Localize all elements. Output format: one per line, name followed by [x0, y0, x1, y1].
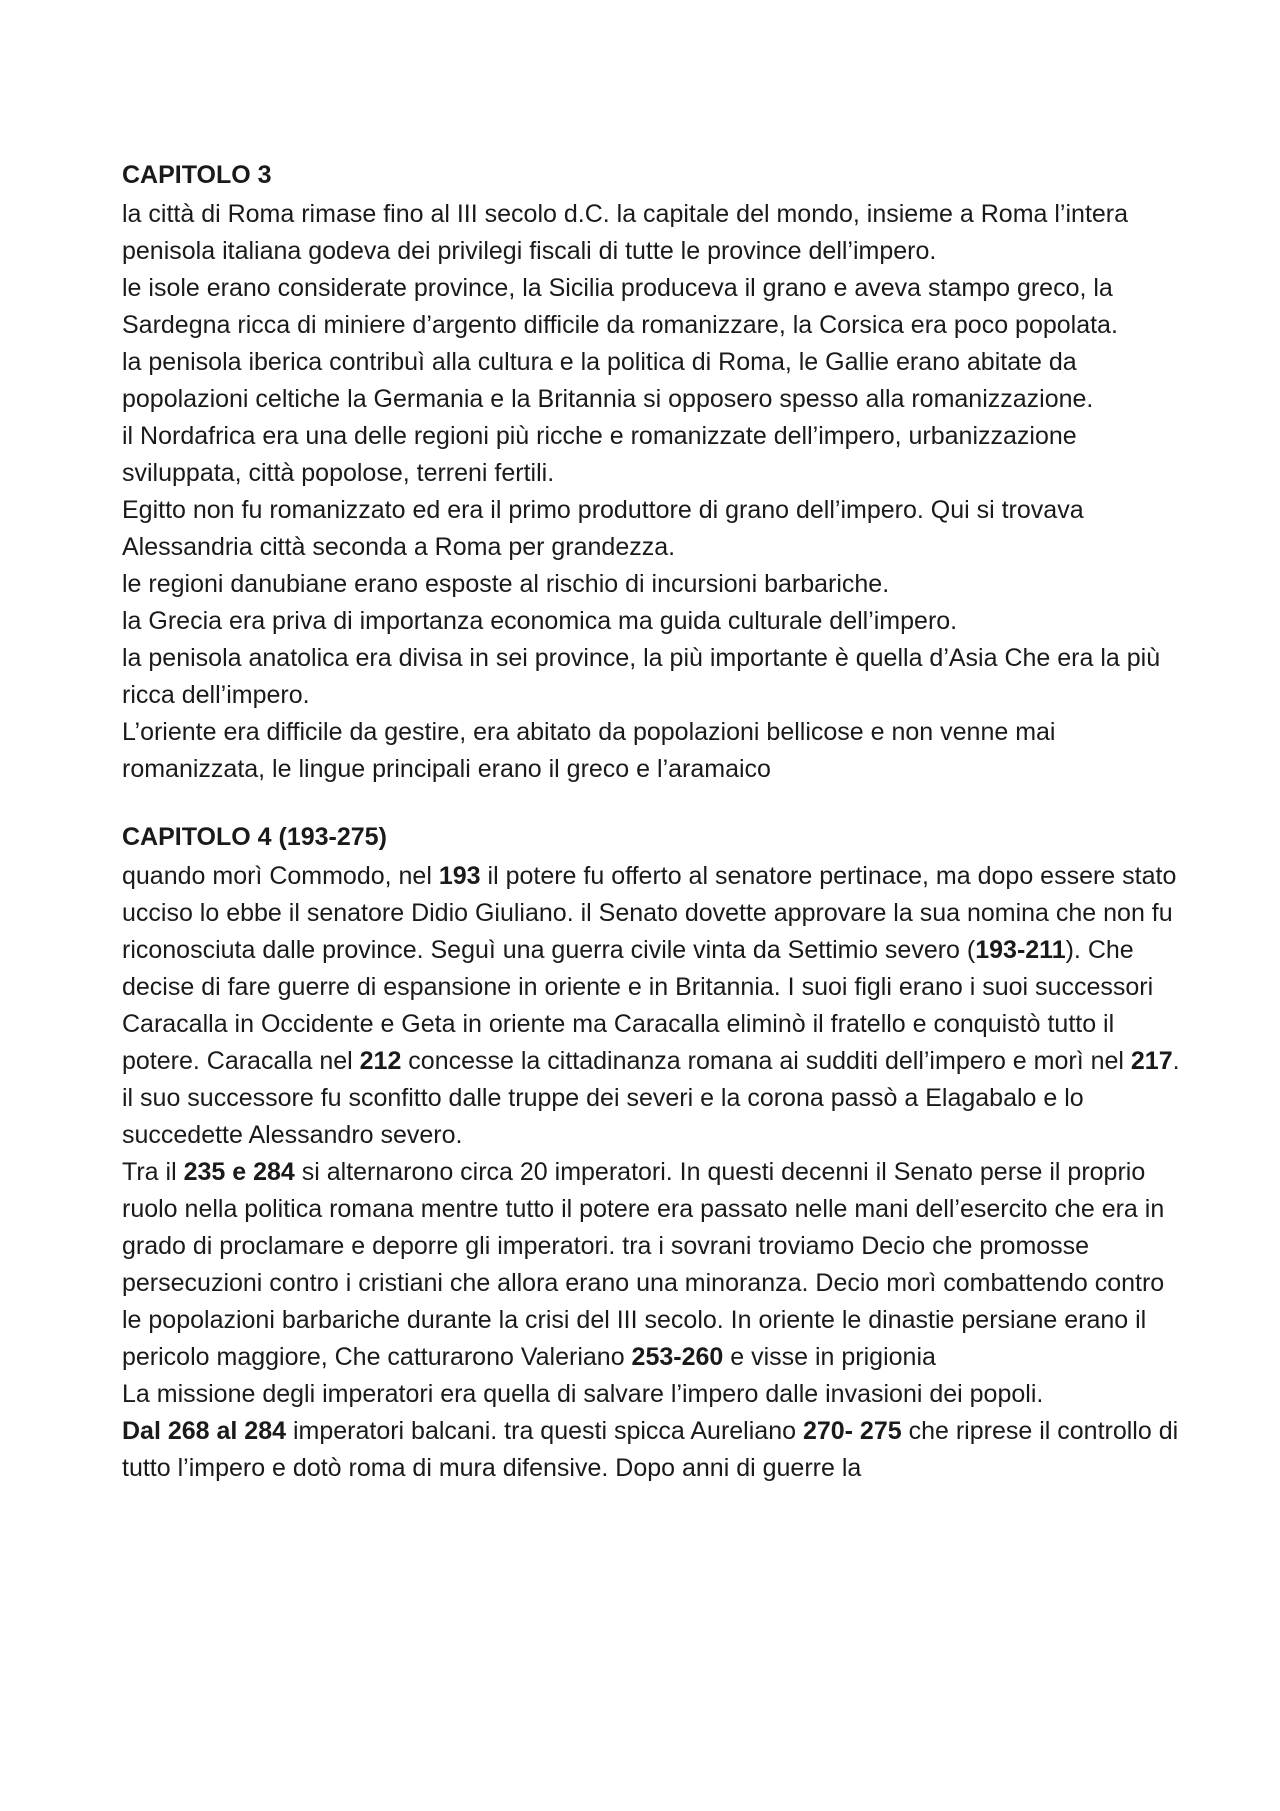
chapter-3-paragraph-orient: L’oriente era difficile da gestire, era abitato da popolazioni bellicose e non venne mai romanizzata, le lingue principali erano il greco e l’aramaico: [122, 718, 1056, 783]
chapter-3-paragraph-iberia: la penisola iberica contribuì alla cultura e la politica di Roma, le Gallie erano abitate da popolazioni celtiche la Germania e la Britannia si opposero spesso alla romanizzazione.: [122, 348, 1094, 413]
text-span: si alternarono circa 20 imperatori. In questi decenni il Senato perse il proprio ruolo nella politica romana mentre tutto il potere era passato nelle mani dell’esercito che era in grado di proclamare e deporre gli imperatori. tra i sovrani troviamo Decio che promosse persecuzioni contro i cristiani che allora erano una minoranza. Decio morì combattendo contro le popolazioni barbariche durante la crisi del III secolo. In oriente le dinastie persiane erano il pericolo maggiore, Che catturarono Valeriano: [122, 1158, 1165, 1371]
chapter-3-paragraph-egypt: Egitto non fu romanizzato ed era il primo produttore di grano dell’impero. Qui si trovava Alessandria città seconda a Roma per grandezza.: [122, 496, 1084, 561]
chapter-3-paragraph-greece: la Grecia era priva di importanza economica ma guida culturale dell’impero.: [122, 607, 958, 635]
text-span: concesse la cittadinanza romana ai sudditi dell’impero e morì nel: [401, 1047, 1131, 1075]
text-span: quando morì Commodo, nel: [122, 862, 439, 890]
bold-date: 253-260: [631, 1343, 724, 1371]
text-span: che riprese il controllo di tutto l’impero e dotò roma di mura difensive. Dopo anni di guerre la: [122, 1417, 1179, 1482]
text-span: Tra il: [122, 1158, 184, 1186]
chapter-3-heading: CAPITOLO 3: [122, 161, 272, 189]
text-span: e visse in prigionia: [723, 1343, 936, 1371]
text-span: . il suo successore fu sconfitto dalle truppe dei severi e la corona passò a Elagabalo e lo succedette Alessandro severo.: [122, 1047, 1180, 1149]
chapter-4-heading: CAPITOLO 4 (193-275): [122, 823, 387, 851]
chapter-3-paragraph-rome: la città di Roma rimase fino al III secolo d.C. la capitale del mondo, insieme a Roma l’intera penisola italiana godeva dei privilegi fiscali di tutte le province dell’impero.: [122, 200, 1129, 265]
section-spacer: [122, 788, 1182, 816]
chapter-4-paragraph-severi: [122, 858, 1182, 1154]
text-span: ). Che decise di fare guerre di espansione in oriente e in Britannia. I suoi figli erano i suoi successori Caracalla in Occidente e Geta in oriente ma Caracalla eliminò il fratello e conquistò tutto il potere. Caracalla nel: [122, 936, 1154, 1075]
bold-date: 235 e 284: [183, 1158, 295, 1186]
bold-date: 193-211: [975, 936, 1066, 964]
bold-date: 270- 275: [802, 1417, 902, 1445]
bold-date: 212: [359, 1047, 402, 1075]
chapter-3-paragraph-nordafrica: il Nordafrica era una delle regioni più ricche e romanizzate dell’impero, urbanizzazione sviluppata, città popolose, terreni fertili.: [122, 422, 1077, 487]
text-span: il potere fu offerto al senatore pertinace, ma dopo essere stato ucciso lo ebbe il senatore Didio Giuliano. il Senato dovette approvare la sua nomina che non fu riconosciuta dalle province. Seguì una guerra civile vinta da Settimio severo (: [122, 862, 1177, 964]
text-span: imperatori balcani. tra questi spicca Aureliano: [286, 1417, 803, 1445]
chapter-4-paragraph-mission: La missione degli imperatori era quella di salvare l’impero dalle invasioni dei popoli.: [122, 1380, 1044, 1408]
chapter-4-paragraph-crisis: [122, 1154, 1182, 1376]
chapter-3-paragraph-anatolia: la penisola anatolica era divisa in sei province, la più importante è quella d’Asia Che era la più ricca dell’impero.: [122, 644, 1161, 709]
bold-date: 217: [1130, 1047, 1173, 1075]
bold-date: Dal 268 al 284: [122, 1417, 287, 1445]
document-page: [122, 154, 1182, 1487]
chapter-3-paragraph-danube: le regioni danubiane erano esposte al rischio di incursioni barbariche.: [122, 570, 890, 598]
bold-date: 193: [438, 862, 481, 890]
chapter-4-paragraph-balkan-emperors: [122, 1413, 1182, 1487]
chapter-3-paragraph-islands: le isole erano considerate province, la Sicilia produceva il grano e aveva stampo greco, la Sardegna ricca di miniere d’argento difficile da romanizzare, la Corsica era poco popolata.: [122, 274, 1118, 339]
